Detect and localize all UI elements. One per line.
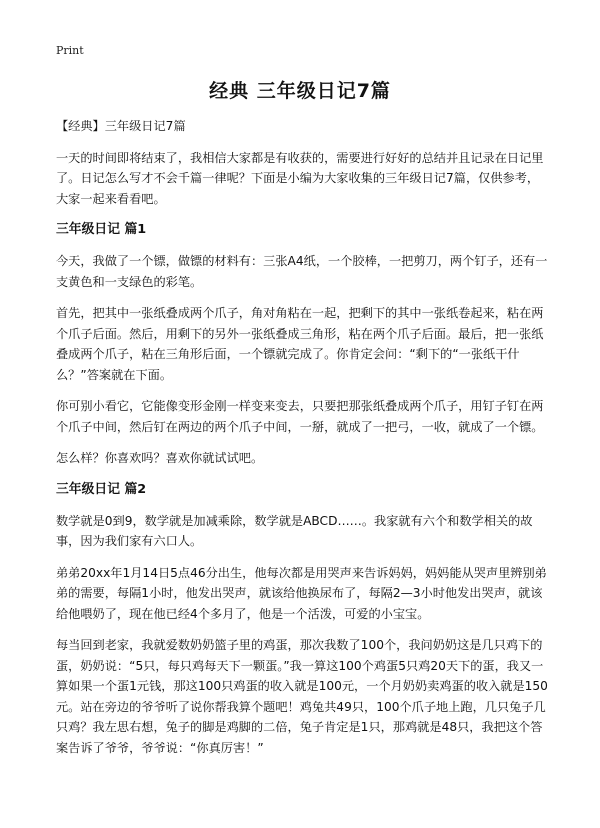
section-2-paragraph: 数学就是0到9，数学就是加减乘除，数学就是ABCD……。我家就有六个和数学相关的故事，因为我们家有六口人。 bbox=[56, 513, 533, 548]
section-2-paragraph: 每当回到老家，我就爱数奶奶篮子里的鸡蛋，那次我数了100个，我问奶奶这是几只鸡下的蛋，奶奶说：“5只，每只鸡每天下一颗蛋。”我一算这100个鸡蛋5只鸡20天下的蛋，我又一算如果一个蛋1元钱，那这100只鸡蛋的收入就是100元，一个月奶奶卖鸡蛋的收入就是150元。站在旁边的爷爷听了说你帮我算个题吧！鸡兔共49只，100个爪子地上跑，几只兔子几只鸡？我左思右想，兔子的脚是鸡脚的二倍，兔子肯定是1只，那鸡就是48只，我把这个答案告诉了爷爷，爷爷说：“你真厉害！” bbox=[56, 638, 548, 755]
page-title: 经典 三年级日记7篇 bbox=[209, 80, 391, 102]
intro-paragraph: 一天的时间即将结束了，我相信大家都是有收获的，需要进行好好的总结并且记录在日记里了。日记怎么写才不会千篇一律呢？下面是小编为大家收集的三年级日记7篇，仅供参考，大家一起来看看吧。 bbox=[56, 150, 544, 206]
print-label: Print bbox=[56, 44, 84, 57]
article-subtitle: 【经典】三年级日记7篇 bbox=[56, 119, 186, 133]
section-1-paragraph: 今天，我做了一个镖，做镖的材料有：三张A4纸，一个胶棒，一把剪刀，两个钉子，还有一支黄色和一支绿色的彩笔。 bbox=[56, 254, 548, 289]
article-body bbox=[56, 116, 550, 769]
section-1-paragraph: 你可别小看它，它能像变形金刚一样变来变去，只要把那张纸叠成两个爪子，用钉子钉在两个爪子中间，然后钉在两边的两个爪子中间，一掰，就成了一把弓，一收，就成了一个镖。 bbox=[56, 399, 544, 434]
section-1-paragraph: 怎么样？你喜欢吗？喜欢你就试试吧。 bbox=[56, 451, 264, 465]
section-heading-2: 三年级日记 篇2 bbox=[56, 481, 147, 497]
section-heading-1: 三年级日记 篇1 bbox=[56, 222, 147, 237]
section-1-paragraph: 首先，把其中一张纸叠成两个爪子，角对角粘在一起，把剩下的其中一张纸卷起来，粘在两个爪子后面。然后，用剩下的另外一张纸叠成三角形，粘在两个爪子后面。最后，把一张纸叠成两个爪子，粘在三角形后面，一个镖就完成了。你肯定会问：“剩下的“一张纸干什么？”答案就在下面。 bbox=[56, 306, 544, 382]
section-2-paragraph: 弟弟20xx年1月14日5点46分出生，他每次都是用哭声来告诉妈妈，妈妈能从哭声里辨别弟弟的需要，每隔1小时，他发出哭声，就该给他换尿布了，每隔2—3小时他发出哭声，就该给他喂奶了，现在他已经4个多月了，他是一个活泼，可爱的小宝宝。 bbox=[56, 565, 547, 621]
